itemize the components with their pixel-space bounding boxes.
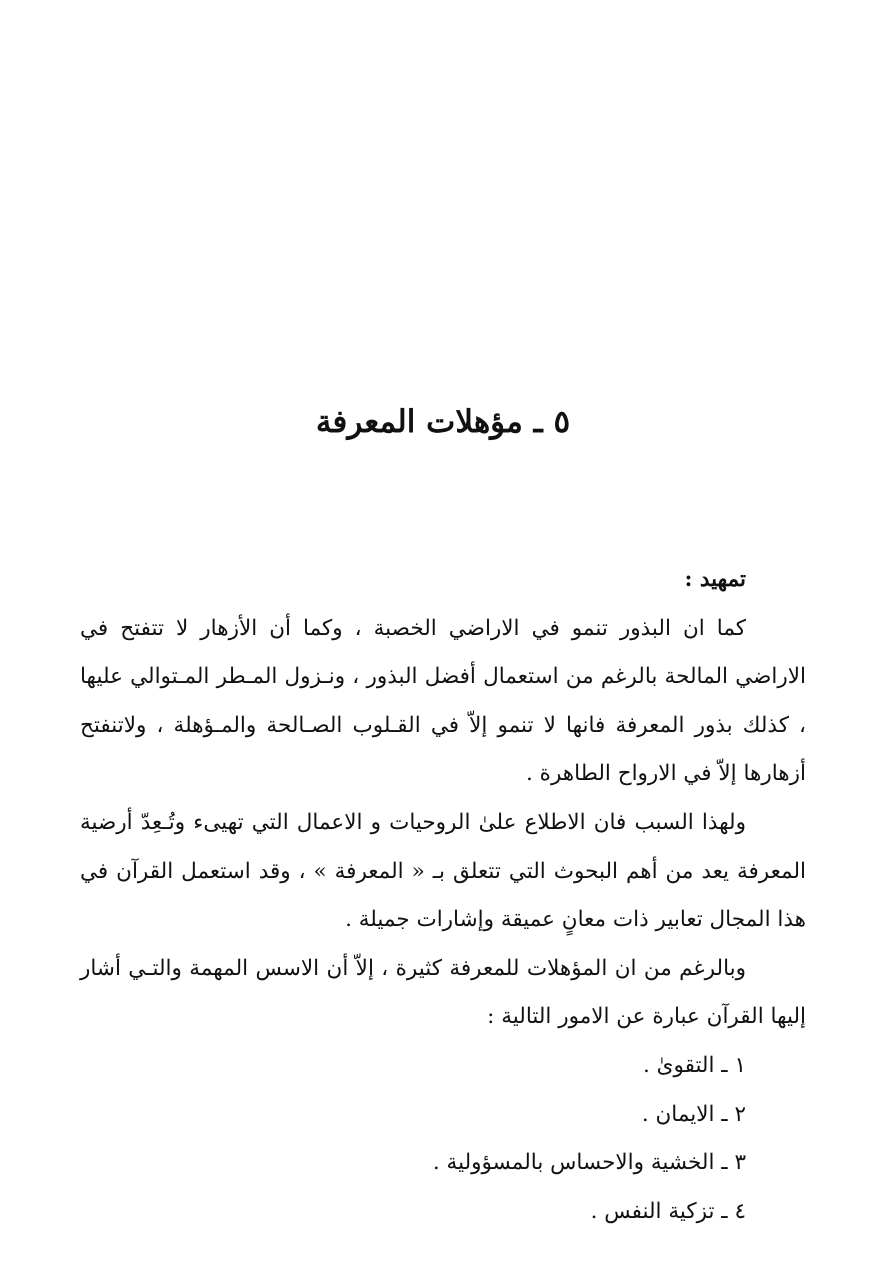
page-body [80,556,806,1236]
list-item-piety: ١ ـ التقوىٰ . [642,1052,746,1078]
chapter-title: ٥ ـ مؤهلات المعرفة [315,404,571,440]
intro-heading: تمهيد : [684,567,746,592]
list-item-self-purification: ٤ ـ تزكية النفس . [590,1198,746,1224]
list-item-fear-responsibility: ٣ ـ الخشية والاحساس بالمسؤولية . [432,1150,746,1176]
paragraph-foundations: وبالرغم من ان المؤهلات للمعرفة كثيرة ، إلاّ أن الاسس المهمة والتـي أشار إليها القرآن عبارة عن الامور التالية : [80,955,806,1030]
qualifications-list [80,1042,806,1236]
list-item-faith: ٢ ـ الايمان . [641,1101,746,1127]
paragraph-importance: ولهذا السبب فان الاطلاع علىٰ الروحيات و الاعمال التي تهيىء وتُـعِدّ أرضية المعرفة يعد من أهم البحوث التي تتعلق بـ « المعرفة » ، وقد استعمل القرآن في هذا المجال تعابير ذات معانٍ عميقة وإشارات جميلة . [80,809,806,933]
paragraph-seeds-analogy: كما ان البذور تنمو في الاراضي الخصبة ، وكما أن الأزهار لا تتفتح في الاراضي المالحة بالرغم من استعمال أفضل البذور ، ونـزول المـطر المـتوالي عليها ، كذلك بذور المعرفة فانها لا تنمو إلاّ في القـلوب الصـالحة والمـؤهلة ، ولاتنفتح أزهارها إلاّ في الارواح الطاهرة . [80,615,806,787]
